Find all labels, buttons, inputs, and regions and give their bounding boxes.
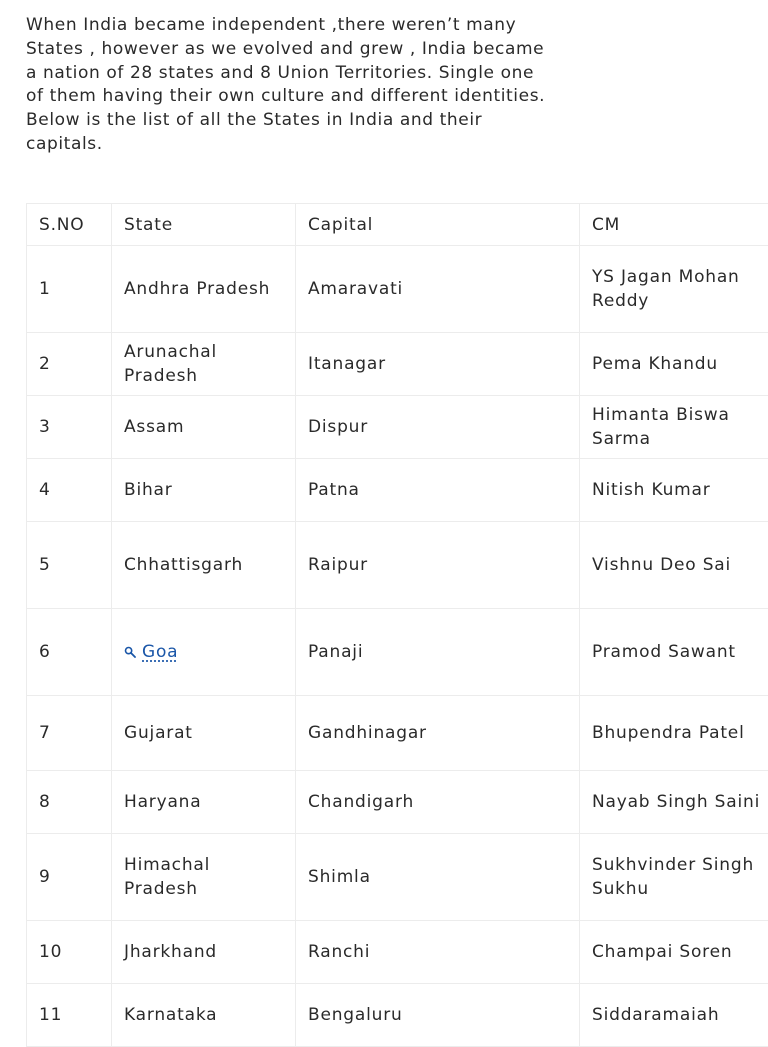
capital-cell: Itanagar [296, 333, 580, 396]
sno-cell: 4 [27, 459, 112, 522]
state-link-label[interactable]: Goa [142, 640, 178, 664]
table-header-row [27, 204, 768, 246]
table-row [27, 771, 768, 834]
sno-cell: 9 [27, 834, 112, 921]
header-state: State [112, 204, 296, 246]
state-cell: Andhra Pradesh [112, 246, 296, 333]
cm-cell: Himanta Biswa Sarma [580, 396, 768, 459]
table-row [27, 396, 768, 459]
table-row [27, 459, 768, 522]
sno-cell: 2 [27, 333, 112, 396]
capital-cell: Dispur [296, 396, 580, 459]
cm-cell: Nayab Singh Saini [580, 771, 768, 834]
cm-cell: Sukhvinder Singh Sukhu [580, 834, 768, 921]
capital-cell: Ranchi [296, 921, 580, 984]
cm-cell: Champai Soren [580, 921, 768, 984]
table-row [27, 834, 768, 921]
cm-cell: Pramod Sawant [580, 609, 768, 696]
sno-cell: 1 [27, 246, 112, 333]
cm-cell: Vishnu Deo Sai [580, 522, 768, 609]
cm-cell: Siddaramaiah [580, 984, 768, 1047]
intro-paragraph: When India became independent ,there weren’t many States , however as we evolved and grew , India became a nation of 28 states and 8 Union Territories. Single one of them having their own culture and different identities. Below is the list of all the States in India and their capitals. [26, 14, 546, 157]
table-row [27, 246, 768, 333]
table-row [27, 984, 768, 1047]
header-cm: CM [580, 204, 768, 246]
capital-cell: Chandigarh [296, 771, 580, 834]
capital-cell: Panaji [296, 609, 580, 696]
state-cell: Haryana [112, 771, 296, 834]
sno-cell: 6 [27, 609, 112, 696]
sno-cell: 8 [27, 771, 112, 834]
capital-cell: Amaravati [296, 246, 580, 333]
sno-cell: 5 [27, 522, 112, 609]
states-table [26, 203, 768, 1047]
capital-cell: Raipur [296, 522, 580, 609]
table-row [27, 522, 768, 609]
capital-cell: Gandhinagar [296, 696, 580, 771]
state-cell: Bihar [112, 459, 296, 522]
search-icon [124, 646, 136, 658]
cm-cell: Bhupendra Patel [580, 696, 768, 771]
state-cell: Himachal Pradesh [112, 834, 296, 921]
goa-link[interactable] [124, 640, 178, 664]
table-row [27, 609, 768, 696]
state-cell [112, 609, 296, 696]
state-cell: Assam [112, 396, 296, 459]
sno-cell: 7 [27, 696, 112, 771]
table-row [27, 333, 768, 396]
capital-cell: Bengaluru [296, 984, 580, 1047]
header-sno: S.NO [27, 204, 112, 246]
header-capital: Capital [296, 204, 580, 246]
cm-cell: Nitish Kumar [580, 459, 768, 522]
cm-cell: YS Jagan Mohan Reddy [580, 246, 768, 333]
sno-cell: 3 [27, 396, 112, 459]
state-cell: Gujarat [112, 696, 296, 771]
table-row [27, 921, 768, 984]
sno-cell: 11 [27, 984, 112, 1047]
state-cell: Chhattisgarh [112, 522, 296, 609]
state-cell: Karnataka [112, 984, 296, 1047]
capital-cell: Patna [296, 459, 580, 522]
state-cell: Jharkhand [112, 921, 296, 984]
sno-cell: 10 [27, 921, 112, 984]
capital-cell: Shimla [296, 834, 580, 921]
table-row [27, 696, 768, 771]
state-cell: Arunachal Pradesh [112, 333, 296, 396]
cm-cell: Pema Khandu [580, 333, 768, 396]
